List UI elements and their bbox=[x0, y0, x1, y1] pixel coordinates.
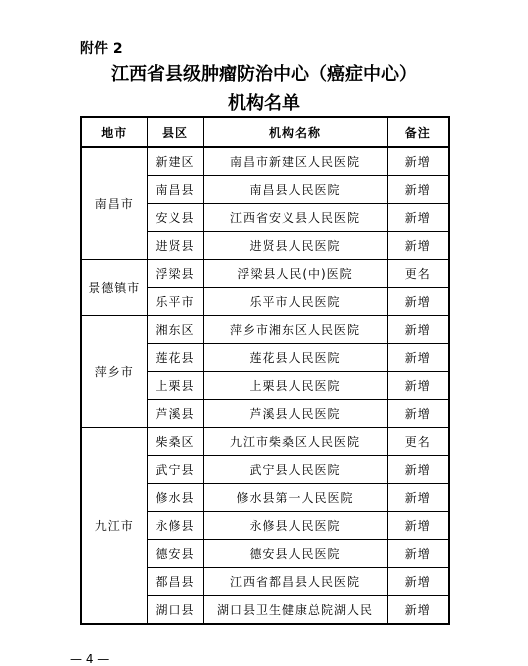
note-cell: 新增 bbox=[387, 232, 449, 260]
institution-cell: 浮梁县人民(中)医院 bbox=[203, 260, 387, 288]
note-cell: 新增 bbox=[387, 372, 449, 400]
city-cell: 南昌市 bbox=[81, 147, 147, 260]
institution-cell: 南昌市新建区人民医院 bbox=[203, 147, 387, 176]
county-cell: 南昌县 bbox=[147, 176, 203, 204]
county-cell: 湘东区 bbox=[147, 316, 203, 344]
city-cell: 萍乡市 bbox=[81, 316, 147, 428]
institution-cell: 湖口县卫生健康总院湖人民 bbox=[203, 596, 387, 625]
county-cell: 新建区 bbox=[147, 147, 203, 176]
institution-cell: 莲花县人民医院 bbox=[203, 344, 387, 372]
institution-cell: 上栗县人民医院 bbox=[203, 372, 387, 400]
county-cell: 上栗县 bbox=[147, 372, 203, 400]
county-cell: 武宁县 bbox=[147, 456, 203, 484]
note-cell: 新增 bbox=[387, 456, 449, 484]
note-cell: 新增 bbox=[387, 176, 449, 204]
table-row bbox=[81, 147, 449, 176]
institution-cell: 萍乡市湘东区人民医院 bbox=[203, 316, 387, 344]
note-cell: 更名 bbox=[387, 260, 449, 288]
note-cell: 新增 bbox=[387, 512, 449, 540]
table-row bbox=[81, 428, 449, 456]
note-cell: 新增 bbox=[387, 344, 449, 372]
header-note: 备注 bbox=[387, 117, 449, 147]
county-cell: 修水县 bbox=[147, 484, 203, 512]
note-cell: 新增 bbox=[387, 204, 449, 232]
table-header-row bbox=[81, 117, 449, 147]
county-cell: 莲花县 bbox=[147, 344, 203, 372]
county-cell: 湖口县 bbox=[147, 596, 203, 625]
document-subtitle: 机构名单 bbox=[228, 93, 300, 114]
institution-cell: 芦溪县人民医院 bbox=[203, 400, 387, 428]
county-cell: 永修县 bbox=[147, 512, 203, 540]
institution-cell: 江西省安义县人民医院 bbox=[203, 204, 387, 232]
county-cell: 芦溪县 bbox=[147, 400, 203, 428]
county-cell: 柴桑区 bbox=[147, 428, 203, 456]
page-number: — 4 — bbox=[70, 652, 110, 666]
institution-cell: 江西省都昌县人民医院 bbox=[203, 568, 387, 596]
note-cell: 新增 bbox=[387, 316, 449, 344]
header-city: 地市 bbox=[81, 117, 147, 147]
city-cell: 九江市 bbox=[81, 428, 147, 625]
note-cell: 新增 bbox=[387, 540, 449, 568]
attachment-label: 附件 2 bbox=[80, 41, 123, 57]
county-cell: 都昌县 bbox=[147, 568, 203, 596]
institution-cell: 修水县第一人民医院 bbox=[203, 484, 387, 512]
header-county: 县区 bbox=[147, 117, 203, 147]
county-cell: 安义县 bbox=[147, 204, 203, 232]
note-cell: 更名 bbox=[387, 428, 449, 456]
note-cell: 新增 bbox=[387, 484, 449, 512]
institution-table bbox=[80, 116, 450, 625]
county-cell: 德安县 bbox=[147, 540, 203, 568]
table-body bbox=[81, 147, 449, 624]
institution-cell: 进贤县人民医院 bbox=[203, 232, 387, 260]
institution-cell: 九江市柴桑区人民医院 bbox=[203, 428, 387, 456]
header-institution: 机构名称 bbox=[203, 117, 387, 147]
table-row bbox=[81, 316, 449, 344]
note-cell: 新增 bbox=[387, 568, 449, 596]
table-row bbox=[81, 260, 449, 288]
note-cell: 新增 bbox=[387, 288, 449, 316]
county-cell: 进贤县 bbox=[147, 232, 203, 260]
institution-cell: 武宁县人民医院 bbox=[203, 456, 387, 484]
county-cell: 乐平市 bbox=[147, 288, 203, 316]
institution-cell: 南昌县人民医院 bbox=[203, 176, 387, 204]
note-cell: 新增 bbox=[387, 147, 449, 176]
county-cell: 浮梁县 bbox=[147, 260, 203, 288]
note-cell: 新增 bbox=[387, 596, 449, 625]
document-title: 江西省县级肿瘤防治中心（癌症中心） bbox=[111, 64, 417, 85]
institution-cell: 永修县人民医院 bbox=[203, 512, 387, 540]
institution-cell: 乐平市人民医院 bbox=[203, 288, 387, 316]
city-cell: 景德镇市 bbox=[81, 260, 147, 316]
institution-cell: 德安县人民医院 bbox=[203, 540, 387, 568]
note-cell: 新增 bbox=[387, 400, 449, 428]
